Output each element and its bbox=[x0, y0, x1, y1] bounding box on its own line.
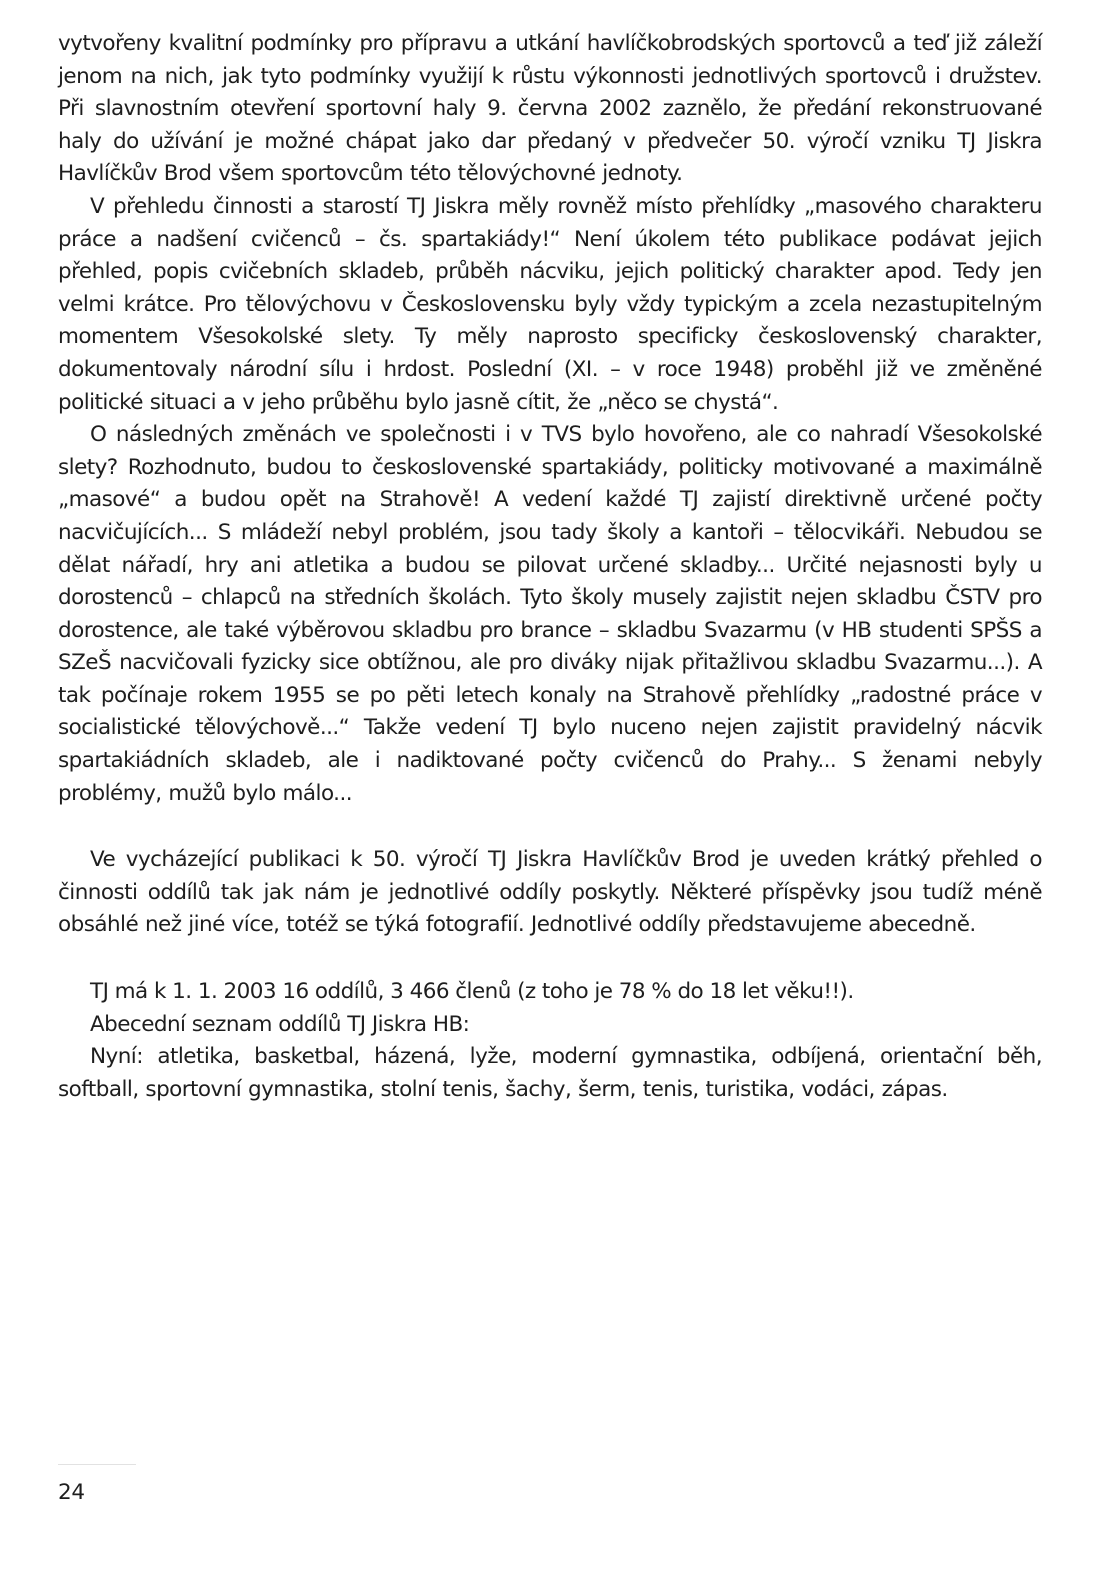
paragraph-gap bbox=[58, 810, 1042, 844]
paragraph-spartakiady: V přehledu činnosti a starostí TJ Jiskra měly rovněž místo přehlídky „masového charakteru práce a nadšení cvičenců – čs. spartakiády!“ Není úkolem této publikace podávat jejich přehled, popis cvičebních skladeb, průběh nácviku, jejich politický charakter apod. Tedy jen velmi krátce. Pro tělovýchovu v Československu byly vždy typickým a zcela nezastupitelným momentem Všesokolské slety. Ty měly naprosto specificky československý charakter, dokumentovaly národní sílu i hrdost. Poslední (XI. – v roce 1948) proběhl již ve změněné politické situaci a v jeho průběhu bylo jasně cítit, že „něco se chystá“. bbox=[58, 193, 1042, 415]
paragraph-gap bbox=[58, 942, 1042, 976]
paragraph-publication: Ve vycházející publikaci k 50. výročí TJ Jiskra Havlíčkův Brod je uveden krátký přehled o činnosti oddílů tak jak nám je jednotlivé oddíly poskytly. Některé příspěvky jsou tudíž méně obsáhlé než jiné více, totéž se týká fotografií. Jednotlivé oddíly představujeme abecedně. bbox=[58, 847, 1042, 938]
stats-line: TJ má k 1. 1. 2003 16 oddílů, 3 466 členů (z toho je 78 % do 18 let věku!!). bbox=[90, 979, 854, 1005]
list-heading: Abecední seznam oddílů TJ Jiskra HB: bbox=[90, 1011, 470, 1037]
footer-rule bbox=[58, 1464, 136, 1465]
page-number: 24 bbox=[58, 1480, 85, 1505]
document-body bbox=[58, 28, 1042, 1106]
paragraph-changes: O následných změnách ve společnosti i v TVS bylo hovořeno, ale co nahradí Všesokolské slety? Rozhodnuto, budou to československé spartakiády, politicky motivované a maximálně „masové“ a budou opět na Strahově! A vedení každé TJ zajistí direktivně určené počty nacvičujících... S mládeží nebyl problém, jsou tady školy a kantoři – tělocvikáři. Nebudou se dělat nářadí, hry ani atletika a budou se pilovat určené skladby... Určité nejasnosti byly u dorostenců – chlapců na středních školách. Tyto školy musely zajistit nejen skladbu ČSTV pro dorostence, ale také výběrovou skladbu pro brance – skladbu Svazarmu (v HB studenti SPŠS a SZeŠ nacvičovali fyzicky sice obtížnou, ale pro diváky nijak přitažlivou skladbu Svazarmu...). A tak počínaje rokem 1955 se po pěti letech konaly na Strahově přehlídky „radostné práce v socialistické tělovýchově...“ Takže vedení TJ bylo nuceno nejen zajistit pravidelný nácvik spartakiádních skladeb, ale i nadiktované počty cvičenců do Prahy... S ženami nebyly problémy, mužů bylo málo... bbox=[58, 422, 1042, 806]
paragraph-continuation: vytvořeny kvalitní podmínky pro přípravu a utkání havlíčkobrodských sportovců a teď již záleží jenom na nich, jak tyto podmínky využijí k růstu výkonnosti jednotlivých sportovců i družstev. Při slavnostním otevření sportovní haly 9. června 2002 zaznělo, že předání rekonstruované haly do užívání je možné chápat jako dar předaný v předvečer 50. výročí vzniku TJ Jiskra Havlíčkův Brod všem sportovcům této tělovýchovné jednoty. bbox=[58, 31, 1042, 187]
sections-list: Nyní: atletika, basketbal, házená, lyže, moderní gymnastika, odbíjená, orientační běh, softball, sportovní gymnastika, stolní tenis, šachy, šerm, tenis, turistika, vodáci, zápas. bbox=[58, 1044, 1042, 1102]
